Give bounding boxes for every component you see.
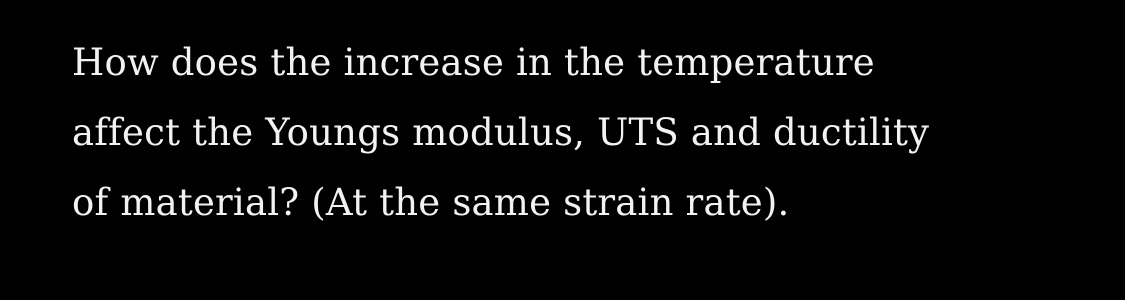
question-line-1: How does the increase in the temperature xyxy=(72,41,875,84)
question-line-2: affect the Youngs modulus, UTS and ductility xyxy=(72,111,930,154)
question-line-3: of material? (At the same strain rate). xyxy=(72,181,790,224)
question-text xyxy=(72,28,1102,238)
